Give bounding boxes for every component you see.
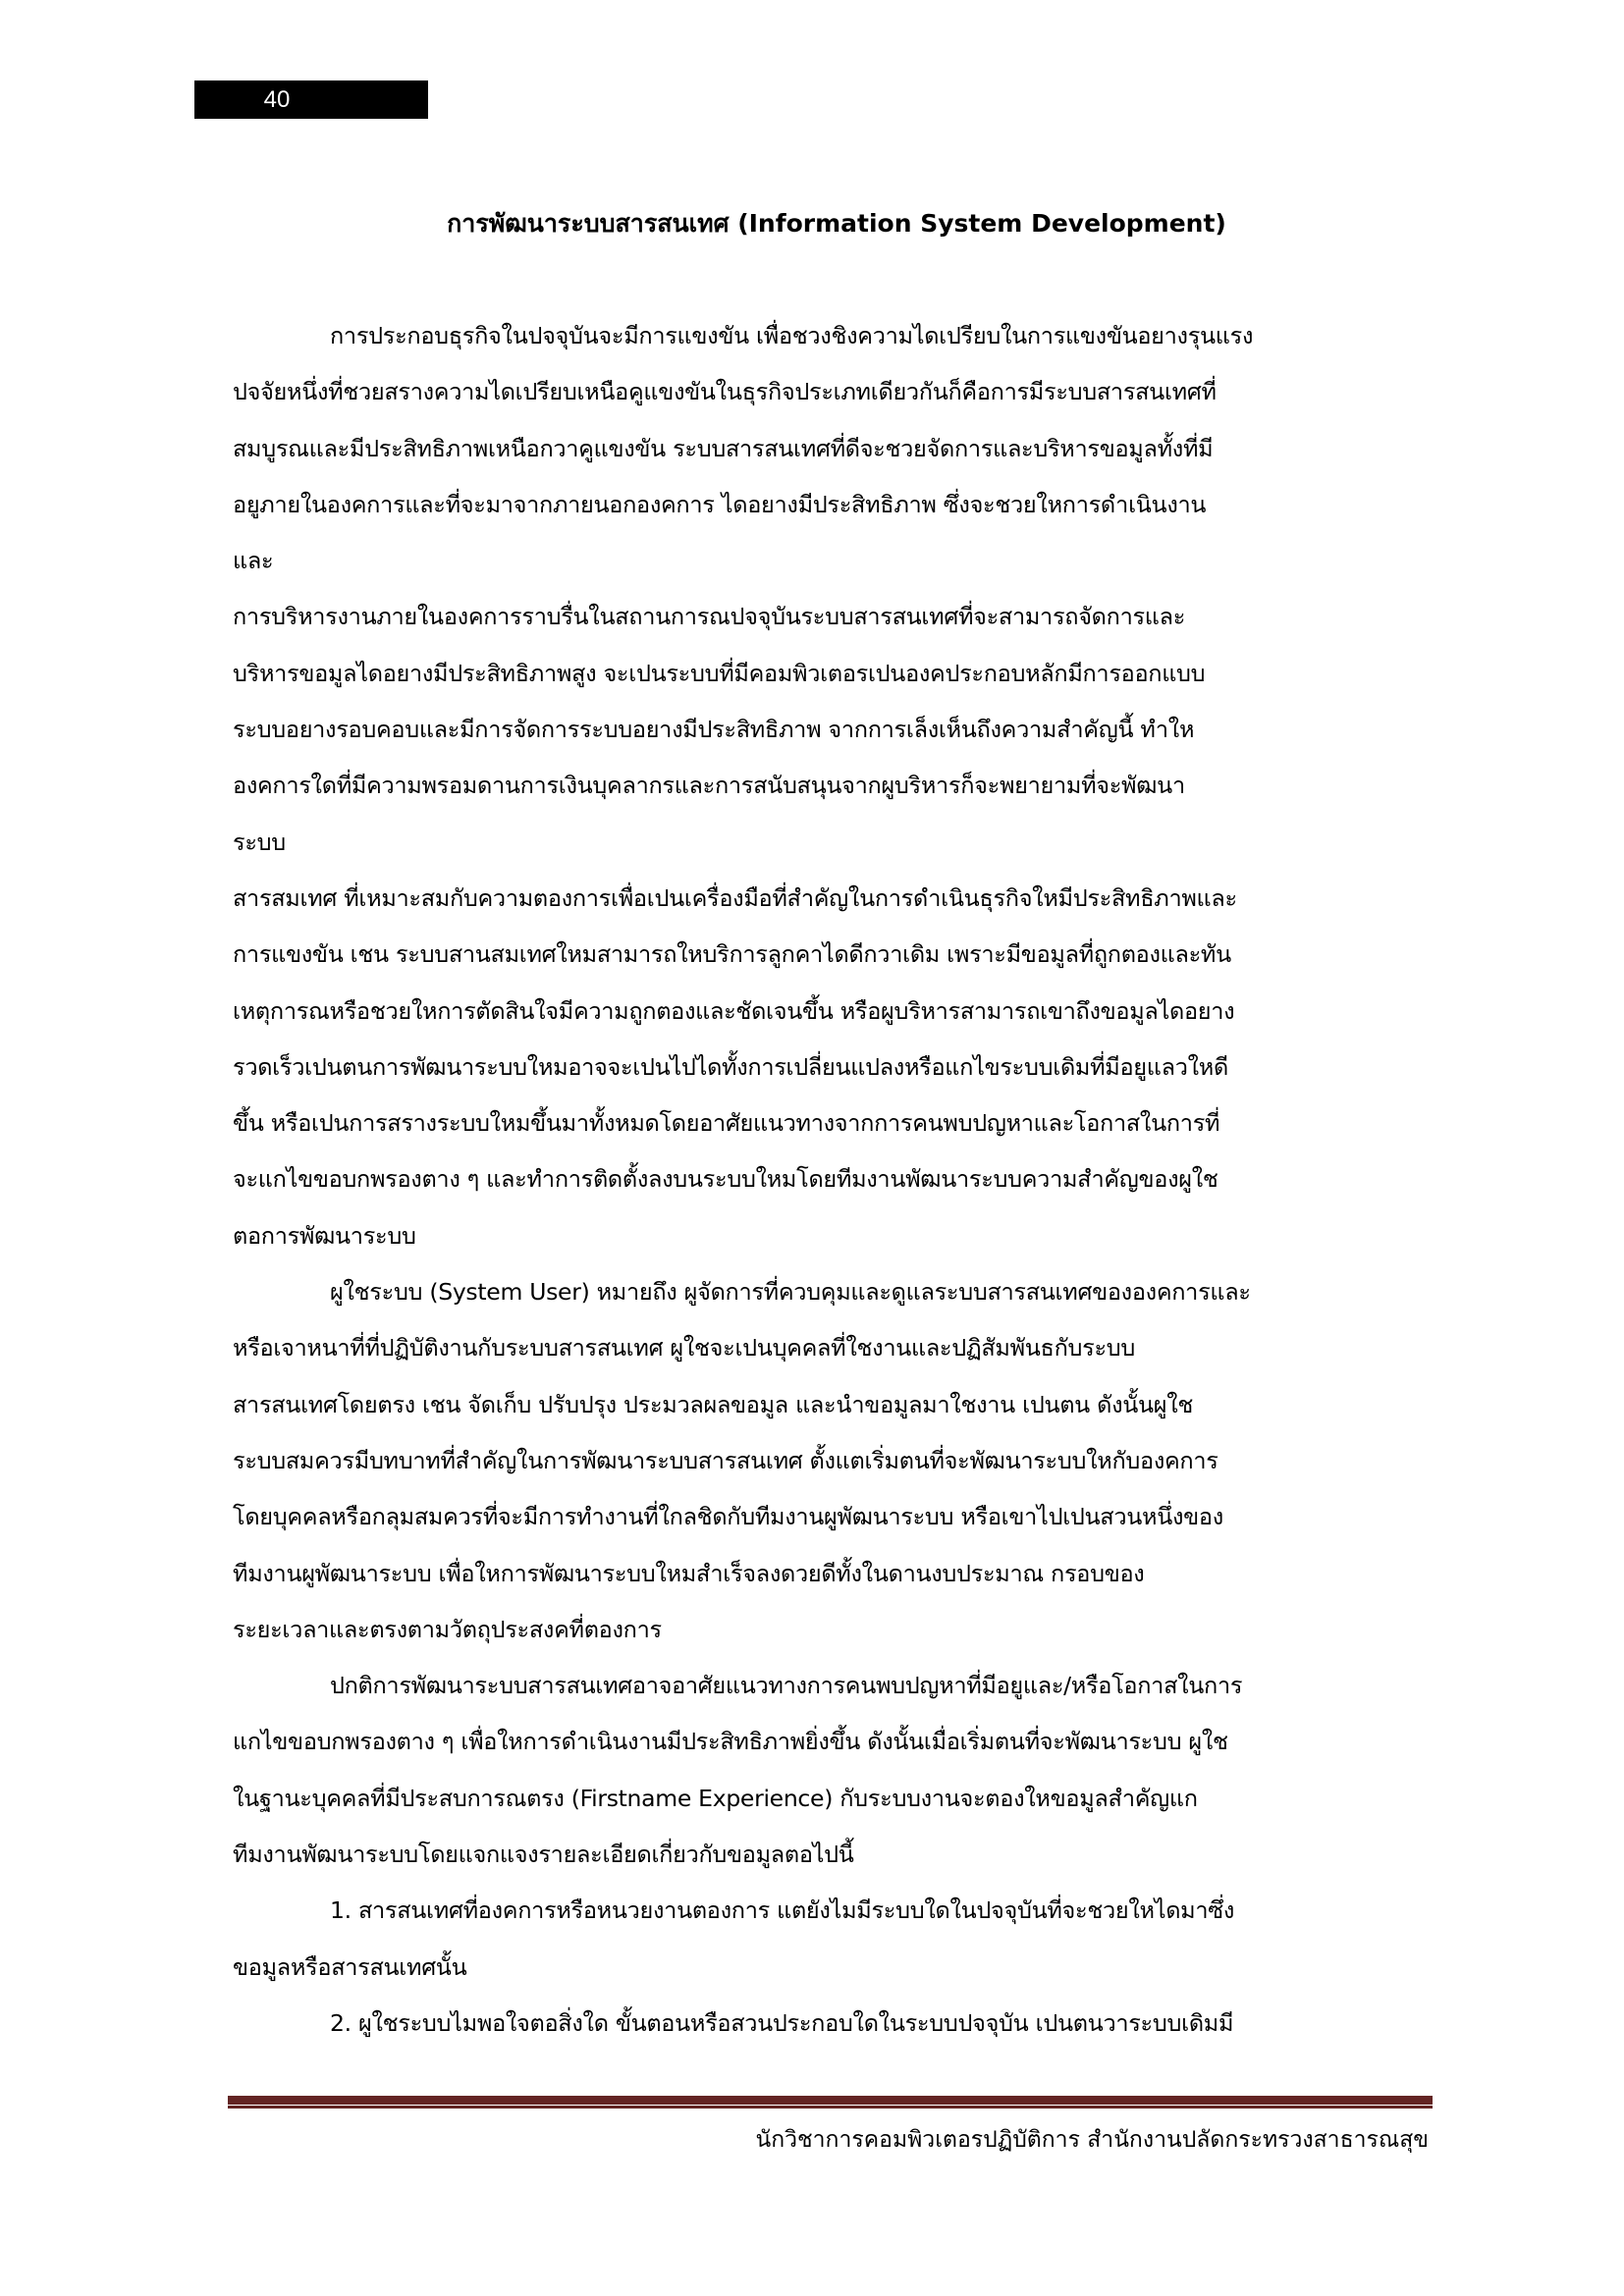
text-line: สมบูรณและมีประสิทธิภาพเหนือกวาคูแขงขัน ระบบสารสนเทศที่ดีจะชวยจัดการและบริหารขอมูลทั้งที่มี xyxy=(233,434,1214,462)
body-text xyxy=(233,316,1440,2059)
text-line: การประกอบธุรกิจในปจจุบันจะมีการแขงขัน เพื่อชวงชิงความไดเปรียบในการแขงขันอยางรุนแรง xyxy=(330,322,1254,349)
section-title: การพัฒนาระบบสารสนเทศ (Information System Development) xyxy=(447,209,1226,238)
footer-rule-thick xyxy=(228,2096,1433,2105)
page-number: 40 xyxy=(263,85,291,113)
text-line: สารสนเทศโดยตรง เชน จัดเก็บ ปรับปรุง ประมวลผลขอมูล และนำขอมูลมาใชงาน เปนตน ดังนั้นผูใช xyxy=(233,1390,1194,1418)
text-line: แกไขขอบกพรองตาง ๆ เพื่อใหการดำเนินงานมีประสิทธิภาพยิ่งขึ้น ดังนั้นเมื่อเริ่มตนที่จะพัฒนาระบบ ผูใช xyxy=(233,1728,1228,1756)
text-line: ในฐานะบุคคลที่มีประสบการณตรง (Firstname Experience) กับระบบงานจะตองใหขอมูลสำคัญแก xyxy=(233,1784,1198,1812)
text-line: องคการใดที่มีความพรอมดานการเงินบุคลากรและการสนับสนุนจากผูบริหารก็จะพยายามที่จะพัฒนา xyxy=(233,772,1185,800)
footer-rule-thin xyxy=(228,2106,1433,2109)
text-line: อยูภายในองคการและที่จะมาจากภายนอกองคการ ไดอยางมีประสิทธิภาพ ซึ่งจะชวยใหการดำเนินงาน xyxy=(233,490,1207,518)
text-line: ระบบ xyxy=(233,828,286,856)
text-line: 2. ผูใชระบบไมพอใจตอสิ่งใด ขั้นตอนหรือสวนประกอบใดในระบบปจจุบัน เปนตนวาระบบเดิมมี xyxy=(330,2008,1234,2037)
text-line: จะแกไขขอบกพรองตาง ๆ และทำการติดตั้งลงบนระบบใหมโดยทีมงานพัฒนาระบบความสำคัญของผูใช xyxy=(233,1165,1218,1194)
text-line: ทีมงานผูพัฒนาระบบ เพื่อใหการพัฒนาระบบใหมสำเร็จลงดวยดีทั้งในดานงบประมาณ กรอบของ xyxy=(233,1559,1145,1587)
text-line: สารสมเทศ ที่เหมาะสมกับความตองการเพื่อเปนเครื่องมือที่สำคัญในการดำเนินธุรกิจใหมีประสิทธิภาพและ xyxy=(233,883,1237,912)
footer-text: นักวิชาการคอมพิวเตอรปฏิบัติการ สำนักงานปลัดกระทรวงสาธารณสุข xyxy=(755,2127,1429,2153)
text-line: ระบบอยางรอบคอบและมีการจัดการระบบอยางมีประสิทธิภาพ จากการเล็งเห็นถึงความสำคัญนี้ ทำให xyxy=(233,716,1195,744)
text-line: ปกติการพัฒนาระบบสารสนเทศอาจอาศัยแนวทางการคนพบปญหาที่มีอยูและ/หรือโอกาสในการ xyxy=(330,1672,1243,1700)
text-line: ตอการพัฒนาระบบ xyxy=(233,1221,416,1250)
text-line: ทีมงานพัฒนาระบบโดยแจกแจงรายละเอียดเกี่ยวกับขอมูลตอไปนี้ xyxy=(233,1841,854,1869)
text-line: บริหารขอมูลไดอยางมีประสิทธิภาพสูง จะเปนระบบที่มีคอมพิวเตอรเปนองคประกอบหลักมีการออกแบบ xyxy=(233,659,1206,687)
text-line: ปจจัยหนึ่งที่ชวยสรางความไดเปรียบเหนือคูแขงขันในธุรกิจประเภทเดียวกันก็คือการมีระบบสารสนเทศที่ xyxy=(233,378,1217,406)
text-line: ระยะเวลาและตรงตามวัตถุประสงคที่ตองการ xyxy=(233,1615,662,1643)
text-line: 1. สารสนเทศที่องคการหรือหนวยงานตองการ แตยังไมมีระบบใดในปจจุบันที่จะชวยใหไดมาซึ่ง xyxy=(330,1896,1235,1925)
text-line: และ xyxy=(233,547,274,575)
text-line: โดยบุคคลหรือกลุมสมควรที่จะมีการทำงานที่ใกลชิดกับทีมงานผูพัฒนาระบบ หรือเขาไปเปนสวนหนึ่งของ xyxy=(233,1503,1223,1531)
text-line: ขอมูลหรือสารสนเทศนั้น xyxy=(233,1952,467,1981)
text-line: ขึ้น หรือเปนการสรางระบบใหมขึ้นมาทั้งหมดโดยอาศัยแนวทางจากการคนพบปญหาและโอกาสในการที่ xyxy=(233,1109,1220,1138)
text-line: การแขงขัน เชน ระบบสานสมเทศใหมสามารถใหบริการลูกคาไดดีกวาเดิม เพราะมีขอมูลที่ถูกตองและทัน xyxy=(233,940,1231,969)
page-number-box xyxy=(194,80,428,119)
text-line: ระบบสมควรมีบทบาทที่สำคัญในการพัฒนาระบบสารสนเทศ ตั้งแตเริ่มตนที่จะพัฒนาระบบใหกับองคการ xyxy=(233,1446,1218,1474)
text-line: ผูใชระบบ (System User) หมายถึง ผูจัดการที่ควบคุมและดูแลระบบสารสนเทศขององคการและ xyxy=(330,1278,1251,1307)
text-line: เหตุการณหรือชวยใหการตัดสินใจมีความถูกตองและชัดเจนขึ้น หรือผูบริหารสามารถเขาถึงขอมูลไดอยาง xyxy=(233,996,1235,1025)
text-line: การบริหารงานภายในองคการราบรื่นในสถานการณปจจุบันระบบสารสนเทศที่จะสามารถจัดการและ xyxy=(233,603,1186,631)
text-line: รวดเร็วเปนตนการพัฒนาระบบใหมอาจจะเปนไปไดทั้งการเปลี่ยนแปลงหรือแกไขระบบเดิมที่มีอยูแลวใหดี xyxy=(233,1052,1228,1081)
text-line: หรือเจาหนาที่ที่ปฏิบัติงานกับระบบสารสนเทศ ผูใชจะเปนบุคคลที่ใชงานและปฏิสัมพันธกับระบบ xyxy=(233,1334,1135,1362)
